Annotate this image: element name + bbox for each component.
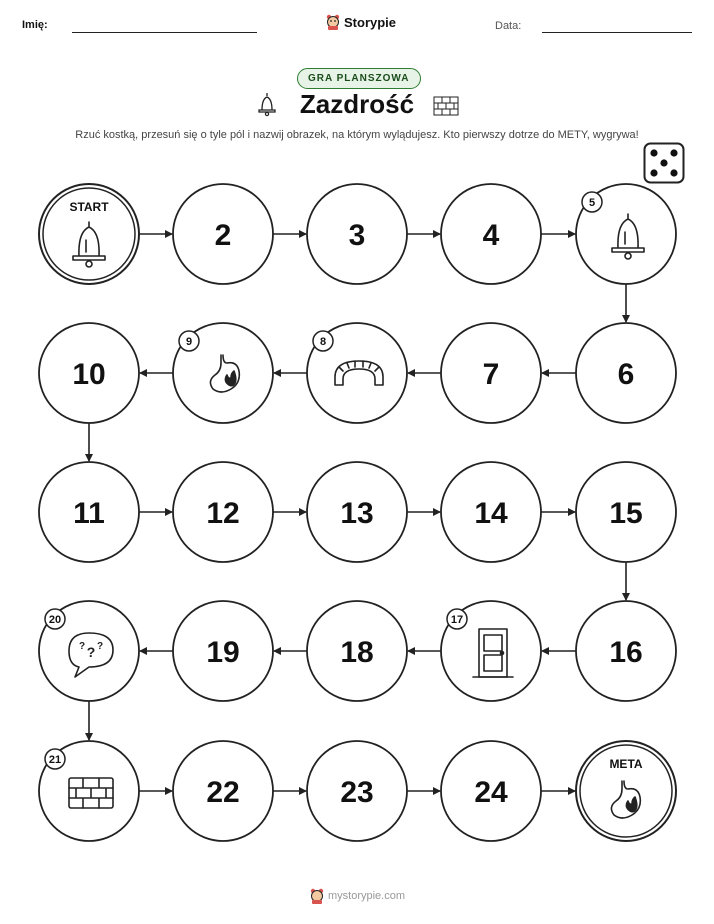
board-cell-5 (576, 184, 676, 284)
cell-badge-number: 9 (185, 336, 193, 348)
board-cell-23 (307, 741, 407, 841)
page-title: Zazdrość (299, 89, 415, 119)
cell-number: 23 (340, 776, 374, 809)
board-cell-12 (173, 462, 273, 562)
board-cell-6 (576, 323, 676, 423)
cell-number: 19 (206, 636, 240, 669)
cell-number: 12 (206, 497, 240, 530)
cell-number: 7 (482, 358, 500, 391)
cell-number: 14 (474, 497, 508, 530)
board-cell-11 (39, 462, 139, 562)
bear-logo-icon (310, 888, 324, 904)
cell-number: 22 (206, 776, 240, 809)
board-cell-15 (576, 462, 676, 562)
board-cell-2 (173, 184, 273, 284)
game-type-badge: GRA PLANSZOWA (297, 68, 421, 89)
cell-number: 15 (609, 497, 643, 530)
board-cell-13 (307, 462, 407, 562)
cell-badge-number: 21 (48, 754, 62, 766)
cell-number: 3 (348, 219, 366, 252)
board-cell-21 (39, 741, 139, 841)
cell-number: 18 (340, 636, 374, 669)
cell-badge-number: 17 (450, 614, 464, 626)
cell-outer-ring (576, 741, 676, 841)
board-cell-8 (307, 323, 407, 423)
board-cell-9 (173, 323, 273, 423)
board-cell-18 (307, 601, 407, 701)
cell-number: 16 (609, 636, 643, 669)
board-cell-10 (39, 323, 139, 423)
cell-number: 2 (214, 219, 232, 252)
board-cell-14 (441, 462, 541, 562)
cell-number: 13 (340, 497, 374, 530)
board-cell-20 (39, 601, 139, 701)
footer-url[interactable]: mystorypie.com (328, 890, 406, 902)
board-cell-7 (441, 323, 541, 423)
cell-badge-number: 5 (588, 197, 596, 209)
board-cell-16 (576, 601, 676, 701)
board-cell-24 (441, 741, 541, 841)
cell-number: 10 (72, 358, 106, 391)
start-label: START (69, 200, 109, 214)
footer (310, 888, 405, 904)
board-cell-19 (173, 601, 273, 701)
instructions-text: Rzuć kostką, przesuń się o tyle pól i nazwij obrazek, na którym wylądujesz. Kto pierwszy dotrze do METY, wygrywa! (75, 129, 639, 141)
svg-text:?: ? (86, 644, 96, 660)
cell-badge-number: 8 (319, 336, 327, 348)
brand-name: Storypie (344, 14, 397, 30)
cell-number: 4 (482, 219, 500, 252)
board-cell-17 (441, 601, 541, 701)
meta-label: META (609, 757, 643, 771)
cell-number: 6 (617, 358, 635, 391)
cell-number: 11 (73, 497, 105, 530)
board-cell-25 (576, 741, 676, 841)
board-cell-3 (307, 184, 407, 284)
board-cell-1 (39, 184, 139, 284)
cell-number: 24 (474, 776, 508, 809)
board-cell-22 (173, 741, 273, 841)
cell-badge-number: 20 (48, 614, 62, 626)
board-cell-4 (441, 184, 541, 284)
date-label: Data: (495, 20, 522, 32)
name-label: Imię: (22, 19, 48, 31)
cell-outer-ring (39, 184, 139, 284)
svg-text:?: ? (96, 641, 104, 652)
svg-text:?: ? (78, 641, 86, 652)
